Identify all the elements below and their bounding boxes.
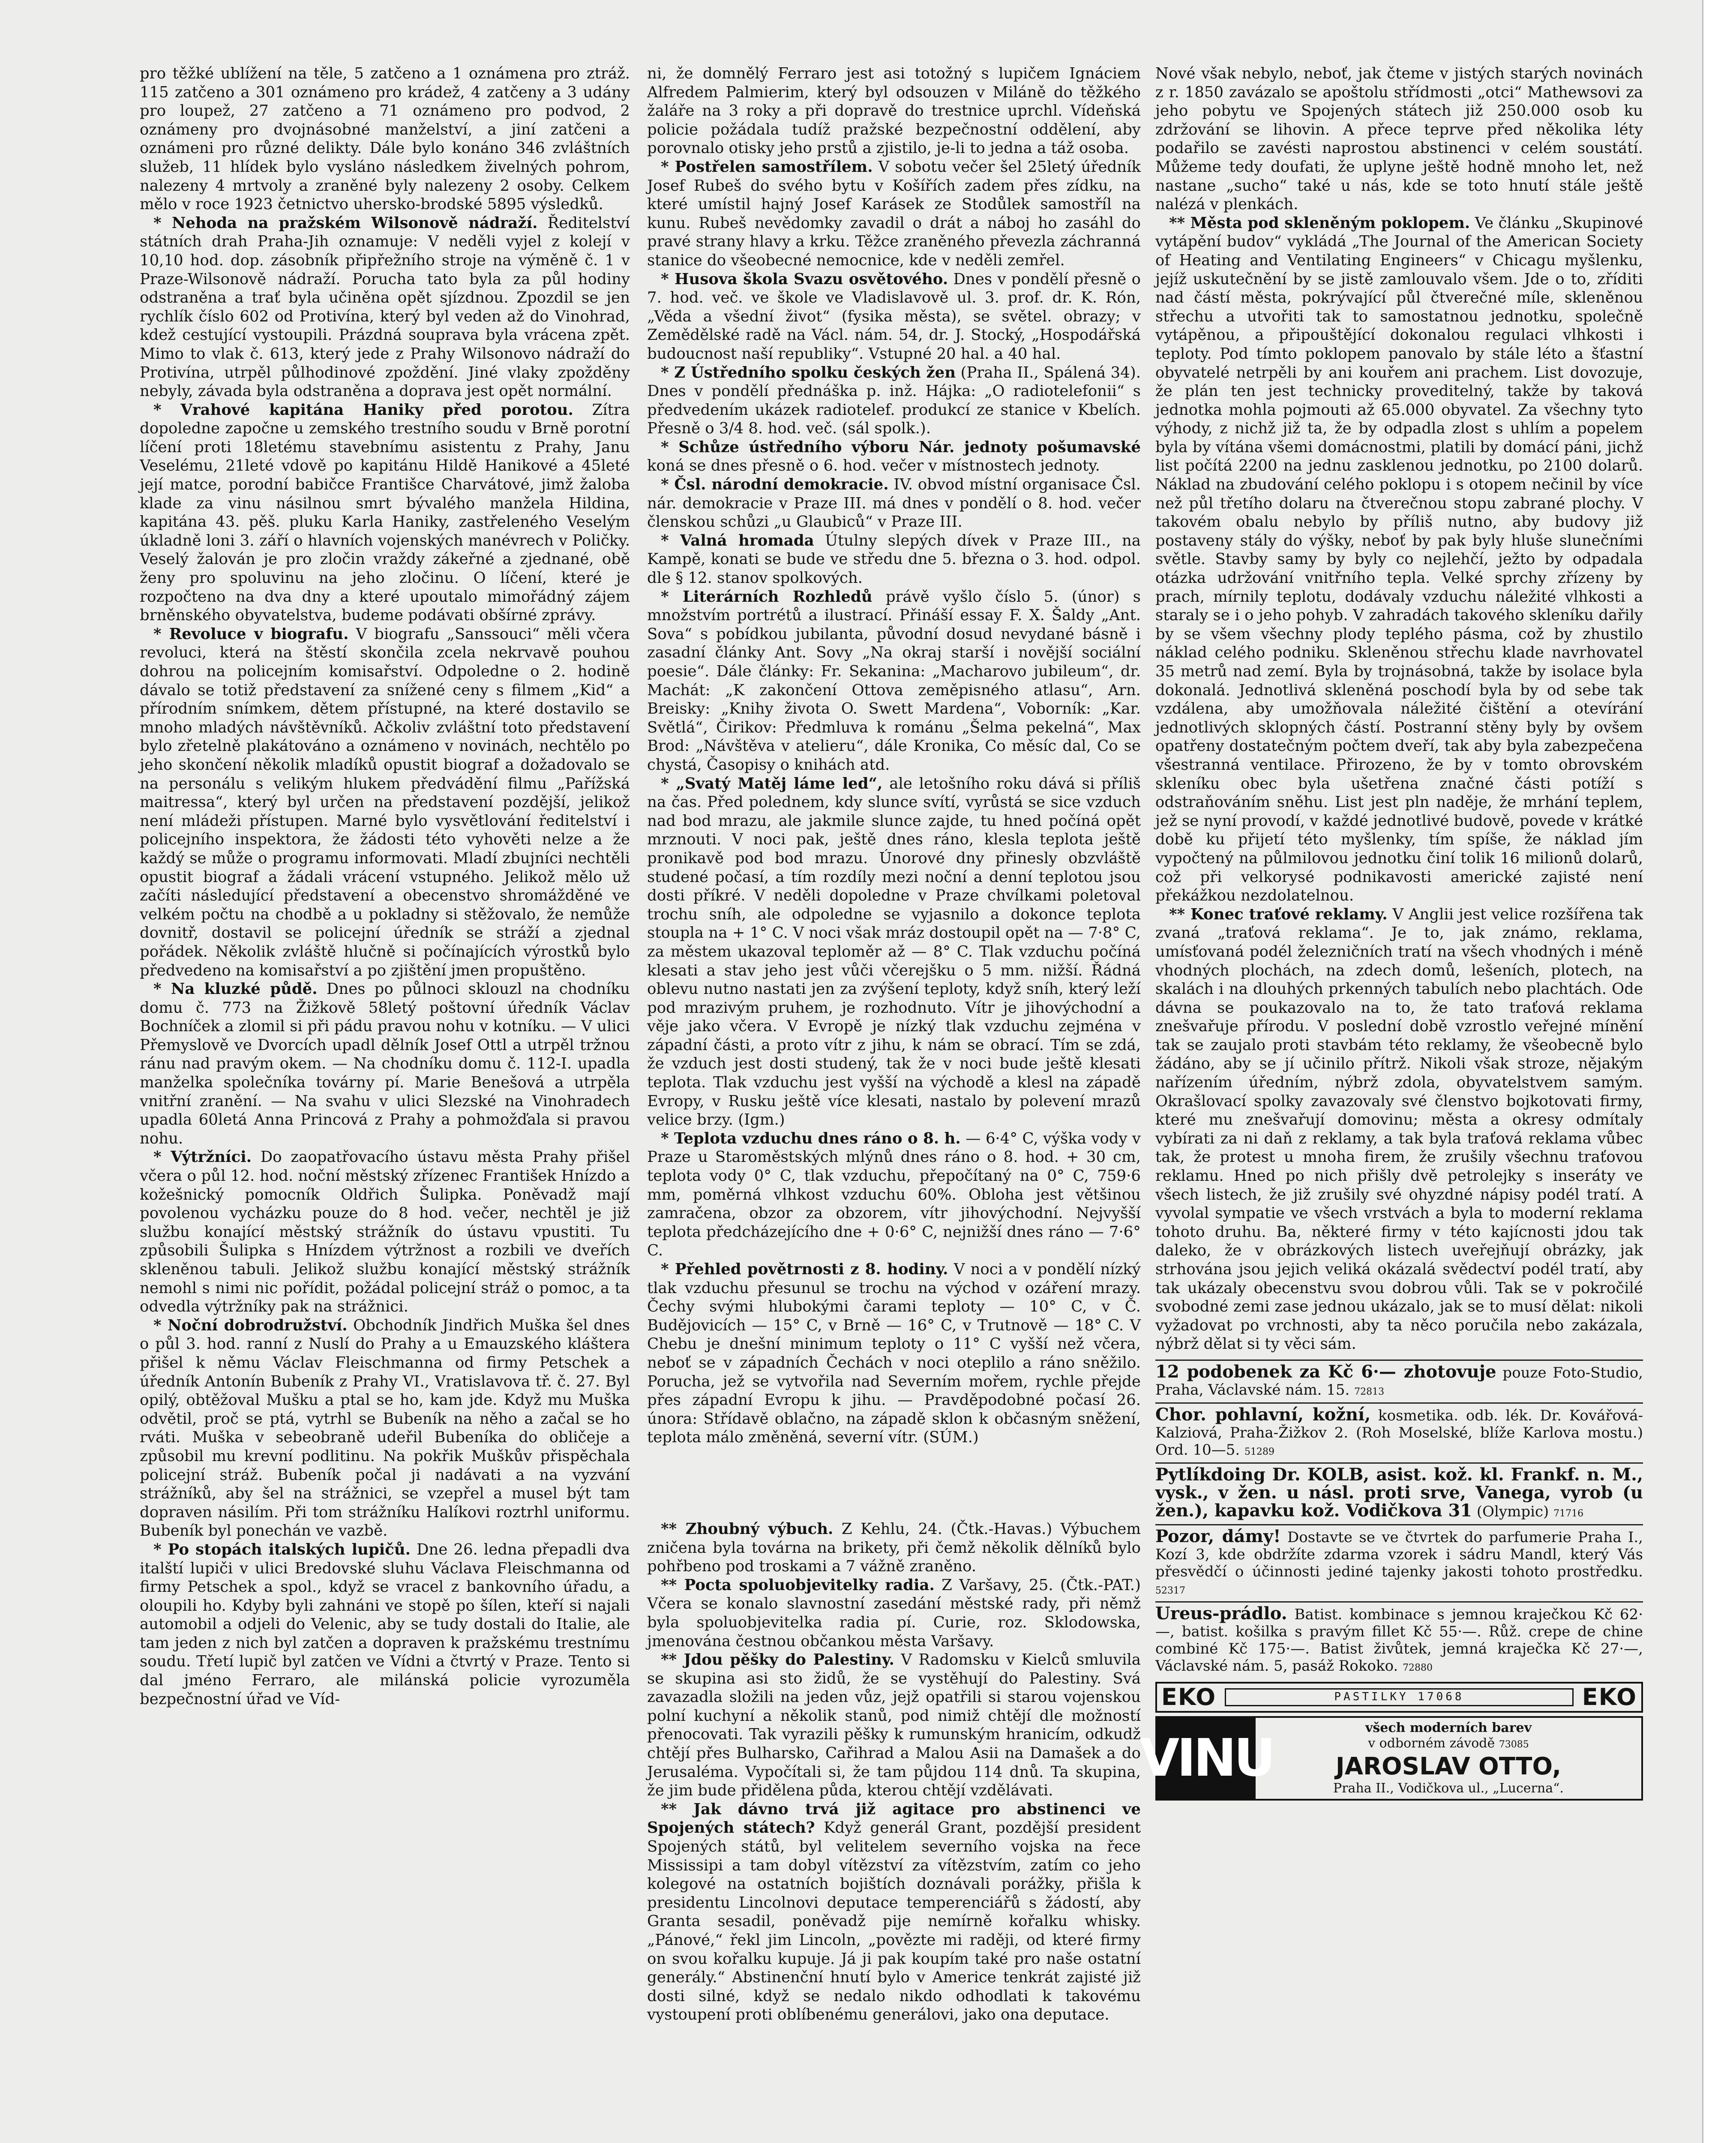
vinu-ad: [1139, 1716, 1643, 1801]
ad-headline: Ureus-prádlo.: [1155, 1603, 1287, 1624]
article-paragraph: [647, 588, 1141, 774]
article-paragraph: [647, 270, 1141, 363]
article-body: Do zaopatřovacího ústavu města Prahy přišel včera o půl 12. hod. noční městský zřízenec František Hnízdo a kožešnický pomocník Oldřich Šulipka. Poněvadž mají povolenou vycházku pouze do 8 hod. večer, nechtěl je již službu konající městský strážník do ústavu vpustiti. Tu způsobili Šulipka s Hnízdem výtržnost a rozbili ve dveřích skleněnou tabuli. Jelikož službu konající městský strážník nemohl s nimi nic pořídit, požádal policejní stráž o pomoc, a ta odvedla výtržníky pak na strážnici.: [140, 1148, 630, 1316]
vinu-text: [1256, 1718, 1641, 1799]
article-paragraph: [647, 438, 1141, 475]
article-headline: * Výtržníci.: [153, 1148, 252, 1166]
article-body: Z Varšavy, 25. (Čtk.-PAT.) Včera se konalo slavnostní zasedání městské rady, při němž byla spoluobjevitelka radia pí. Curie, roz. Sklodowska, jmenována čestnou občankou města Varšavy.: [647, 1576, 1141, 1650]
article-body: Útulny slepých dívek v Praze III., na Kampě, konati se bude ve středu dne 5. března o 3. hod. odpol. dle § 12. stanov spolkových.: [647, 531, 1141, 587]
article-body: Z Kehlu, 24. (Čtk.-Havas.) Výbuchem zničena byla továrna na brikety, při čemž několik dělníků bylo pohřbeno pod troskami a 7 vážně zraněno.: [647, 1520, 1141, 1576]
classified-ad: [1155, 1601, 1643, 1678]
article-body: Ředitelství státních drah Praha-Jih oznamuje: V neděli vyjel z kolejí v 10,10 hod. dop. zásobník připřežního stroje na výměně č. 1 v Praze-Wilsonově nádraží. Porucha tato byla za půl hodiny odstraněna a trať byla učiněna opět sjízdnou. Zpozdil se jen rychlík číslo 602 od Protivína, který byl veden až do Vinohrad, kdež cestující vystoupili. Prázdná souprava byla vrácena zpět. Mimo to vlak č. 613, který jede z Prahy Wilsonovo nádraží do Protivína, utrpěl půlhodinové zpoždění. Jiné vlaky zpožděny nebyly, závada byla odstraněna a doprava jest opět normální.: [140, 214, 630, 400]
article-body: (Praha II., Spálená 34). Dnes v pondělí přednáška p. inž. Hájka: „O radiotelefonii“ s předvedením ukázek radiotelef. produkcí ze stanice v Kbelích. Přesně o 3/4 8. hod. več. (sál spolk.).: [647, 363, 1141, 438]
article-headline: * Čsl. národní demokracie.: [661, 476, 889, 494]
article-headline: * Schůze ústředního výboru Nár. jednoty pošumavské: [661, 438, 1141, 456]
article-body: právě vyšlo číslo 5. (únor) s množstvím portrétů a ilustrací. Přináší essay F. X. Šaldy „Ant. Sova“ s pobídkou jubilanta, původní dosud nevydané básně i zasadní články Ant. Sovy „Na okraj starší i novější sociální poesie“. Dále články: Fr. Sekanina: „Macharovo jubileum“, dr. Machát: „K zakončení Ottova zeměpisného atlasu“, Arn. Breisky: „Knihy života O. Swett Mardena“, Voborník: „Kar. Světlá“, Čirikov: Předmluva k románu „Šelma pekelná“, Max Brod: „Návštěva v atelieru“, dále Kronika, Co měsíc dal, Co se chystá, Časopisy o knihách atd.: [647, 588, 1141, 774]
article-headline: ** Jdou pěšky do Palestiny.: [661, 1651, 894, 1669]
article-paragraph: [140, 1148, 630, 1316]
article-paragraph: [647, 1651, 1141, 1800]
column-gap: [647, 1447, 1141, 1520]
eko-left-logo: EKO: [1161, 1684, 1217, 1711]
vinu-address: Praha II., Vodičkova ul., „Lucerna“.: [1333, 1780, 1564, 1796]
article-body: V sobotu večer šel 25letý úředník Josef Rubeš do svého bytu v Košířích zadem přes zídku, na které umístil hajný Josef Karásek ze Stodůlek samostříl na kunu. Rubeš nevědomky zavadil o drát a náboj ho zasáhl do pravé strany hlavy a krku. Těžce zraněného převezla záchranná stanice do všeobecné nemocnice, kde v neděli zemřel.: [647, 158, 1141, 269]
article-paragraph: [647, 1800, 1141, 2024]
column-3: [1139, 64, 1643, 2143]
article-body: Obchodník Jindřich Muška šel dnes o půl 3. hod. ranní z Nuslí do Prahy a u Emauzského kláštera přišel k němu Václav Fleischmanna od firmy Petschek a úředník Antonín Bubeník z Prahy VI., Vratislavova tř. č. 27. Byl opilý, obtěžoval Mušku a ptal se ho, kam jde. Když mu Muška odvětil, proč se ptá, vytrhl se Bubeník na něho a začal se ho rváti. Muška v sebeobraně udeřil Bubeníka do obličeje a způsobil mu krevní podlitinu. Na pokřik Muškův přispěchala policejní stráž. Bubeník počal ji nadávati a na vyzvání strážníků, aby šel na strážnici, se vzepřel a musel být tam dopraven násilím. Při tom strážníku Halíkovi roztrhl uniformu. Bubeník byl ponechán ve vazbě.: [140, 1316, 630, 1540]
article-paragraph: [647, 1260, 1141, 1447]
article-paragraph: [647, 158, 1141, 270]
article-body: IV. obvod místní organisace Čsl. nár. demokracie v Praze III. má dnes v pondělí o 8. hod. večer členskou schůzi „u Glaubiců“ v Praze III.: [647, 476, 1141, 531]
article-headline: * Husova škola Svazu osvětového.: [661, 270, 948, 288]
article-body: V Anglii jest velice rozšířena tak zvaná „traťová reklama“. Je to, jak známo, reklama, umísťovaná podél železničních tratí na všech vhodných i méně vhodných plochách, na zdech domů, lešeních, plotech, na skalách i na dlouhých prkenných tabulích nebo plachtách. Ode dávna se poukazovalo na to, že tato traťová reklama znešvařuje přírodu. V poslední době vzrostlo veřejné mínění tak se zaujalo proti stavbám této reklamy, že všeobecně bylo žádáno, aby se jí učinilo přítrž. Nikoli však stroze, nějakým nařízením úředním, nýbrž zdola, obyvatelstvem samým. Okrašlovací spolky zavazovaly své členstvo bojkotovati firmy, které mu znešvařují domovinu; města a okresy odmítaly vybírati za ni daň z reklamy, a tak byla traťová reklama vůbec tak, že protest u mnoha firem, že zrušily všechnu traťovou reklamu. Hned po nich přišly dvě petrolejky s inseráty ve všech listech, že již zrušily své ohyzdné nápisy podél tratí. A vyvolal sympatie ve všech vrstvách a byla to moderní reklama tohoto druhu. Ba, některé firmy v této kajícnosti jdou tak daleko, že v obrázkových listech uveřejňují obrázky, jak strhována jsou jejich veliká okázalá svědectví podél tratí, aby tak ukázaly obecenstvu svou dobrou vůli. Tak se v pokročilé svobodné zemi zase jednou ukázalo, jak se to musí dělat: nikoli vyžadovat po vrchnosti, aby ta něco poručila nebo zakázala, nýbrž dělat si ty věci sám.: [1155, 905, 1643, 1353]
article-body: koná se dnes přesně o 6. hod. večer v místnostech jednoty.: [647, 457, 1100, 475]
article-paragraph: [140, 625, 630, 980]
article-body: Dnes v pondělí přesně o 7. hod. več. ve škole ve Vladislavově ul. 3. prof. dr. K. Rón, „Věda a všední život“ (fysika města), se světel. obrazy; v Zemědělské radě na Václ. nám. 54, dr. J. Stocký, „Hospodářská budoucnost naší republiky“. Vstupné 20 hal. a 40 hal.: [647, 270, 1141, 363]
article-headline: * Noční dobrodružství.: [153, 1316, 348, 1334]
article-paragraph: [140, 1540, 630, 1708]
article-headline: * Na kluzké půdě.: [153, 980, 318, 998]
article-headline: ** Zhoubný výbuch.: [661, 1520, 834, 1538]
classified-ad: [1155, 1360, 1643, 1402]
article-body: pro těžké ublížení na těle, 5 zatčeno a 1 oznámena pro ztráž. 115 zatčeno a 301 oznámeno pro krádež, 4 zatčeny a 3 udány pro loupež, 27 zatčeno a 71 oznámeno pro podvod, 2 oznámeny pro dvojnásobné manželství, a jiní zatčeni a oznámeni pro různé delikty. Dále bylo konáno 346 zvláštních služeb, 11 hlídek bylo vysláno následkem živelných pohrom, nalezeny 4 mrtvoly a zraněné byly nalezeny 2 osoby. Celkem mělo v roce 1923 četnictvo uhersko-brodské 5895 výsledků.: [140, 65, 630, 213]
column-3-articles: [1155, 64, 1643, 1354]
page-edge-strip: [1702, 0, 1736, 2143]
article-headline: ** Konec traťové reklamy.: [1169, 905, 1388, 923]
ad-code: 72813: [1354, 1386, 1385, 1397]
article-paragraph: [140, 1316, 630, 1540]
article-body: V biografu „Sanssouci“ měli včera revoluci, která na štěstí skončila zcela nekrvavě pouhou dohrou na policejním komisařství. Odpoledne o 2. hodině dávalo se totiž představení za snížené ceny s filmem „Kid“ a přírodním snímkem, dětem přístupné, na které dostavilo se mnoho mladých návštěvníků. Ačkoliv zvláštní toto představení bylo zřetelně plakátováno a oznámeno v novinách, nechtělo po jeho skončení několik mladíků opustit biograf a dožadovalo se na personálu s velikým hlukem předvádění filmu „Pařížská maitressa“, který byl určen na představení pozdější, jelikož není mládeži přístupen. Marné bylo vysvětlování ředitelství i policejního inspektora, že žádosti této vyhověti nelze a že každý se může o programu informovati. Mladí zbujníci nechtěli opustit biograf a žádali vrácení vstupného. Jelikož mělo už začíti následující představení a obecenstvo shromážděné ve velkém počtu na chodbě a u pokladny si stěžovalo, že nemůže dovnitř, dostavil se policejní úředník se stráží a zjednal pořádek. Několik zvláště hlučně si počínajících výrostků bylo předvedeno na komisařství a po zjištění jmen propuštěno.: [140, 625, 630, 979]
article-paragraph: [140, 64, 630, 214]
article-headline: * Teplota vzduchu dnes ráno o 8. h.: [661, 1129, 961, 1147]
ad-text: (Olympic): [1472, 1503, 1554, 1520]
ad-headline: Pytlíkdoing Dr. KOLB, asist. kož. kl. Frankf. n. M., vysk., v žen. u násl. proti srve, Vanega, vyrob (u žen.), kapavku kož. Vodičkova 31: [1155, 1464, 1643, 1521]
ad-text: Batist. kombinace s jemnou kraječkou Kč 62·—, batist. košilka s pravým fillet Kč 55·—. Růž. crepe de chine combiné Kč 175·—. Batist živůtek, jemná kraječka Kč 27·—, Václavské nám. 5, pasáž Rokoko.: [1155, 1606, 1643, 1675]
article-headline: ** Jak dávno trvá již agitace pro abstinenci ve Spojených státech?: [647, 1800, 1141, 1837]
article-paragraph: [1155, 905, 1643, 1354]
article-headline: * Revoluce v biografu.: [153, 625, 349, 643]
ad-code: 51289: [1244, 1446, 1275, 1457]
ad-text: Dostavte se ve čtvrtek do parfumerie Praha I., Kozí 3, kde obdržíte zdarma vzorek i sádru Mandl, který Vás přesvědčí o účinnosti jediné tajenky jakosti tohoto prostředku.: [1155, 1528, 1643, 1580]
ad-code: 71716: [1553, 1508, 1584, 1519]
article-body: Dnes po půlnoci sklouzl na chodníku domu č. 773 na Žižkově 58letý poštovní úředník Václav Bochníček a zlomil si při pádu pravou nohu v kotníku. — V ulici Přemyslově ve Dvorcích upadl dělník Josef Ottl a utrpěl tržnou ránu nad pravým okem. — Na chodníku domu č. 112-I. upadla manželka společníka továrny pí. Marie Benešová a utrpěla vnitřní zranění. — Na svahu v ulici Slezské na Vinohradech upadla 60letá Anna Princová z Prahy a pohmožďala si pravou nohu.: [140, 980, 630, 1147]
article-paragraph: [647, 475, 1141, 531]
article-paragraph: [647, 531, 1141, 588]
classified-ad: [1155, 1524, 1643, 1601]
ad-code: 72880: [1403, 1662, 1433, 1673]
ad-headline: 12 podobenek za Kč 6·— zhotovuje: [1155, 1361, 1496, 1382]
eko-pastilky-ad: [1155, 1682, 1643, 1713]
article-paragraph: [140, 401, 630, 625]
vinu-line2: v odborném závodě 73085: [1368, 1735, 1529, 1751]
classified-ad: [1155, 1462, 1643, 1524]
article-headline: * Postřelen samostřílem.: [661, 158, 873, 176]
vinu-company-name: JAROSLAV OTTO,: [1335, 1752, 1562, 1780]
vinu-line1: všech moderních barev: [1365, 1720, 1532, 1735]
classified-ads: [1155, 1360, 1643, 1678]
article-body: — 6·4° C, výška vody v Praze u Staroměstských mlýnů dnes ráno o 8. hod. + 30 cm, teplota vody 0° C, tlak vzduchu, přepočítaný na 0° C, 759·6 mm, poměrná vlhkost vzduchu 60%. Obloha jest většinou zamračena, obzor za obzorem, vítr jihovýchodní. Nejvyšší teplota předcházejícího dne + 0·6° C, nejnižší dnes ráno — 7·6° C.: [647, 1129, 1141, 1260]
article-body: Ve článku „Skupinové vytápění budov“ vykládá „The Journal of the American Society of Heating and Ventilating Engineers“ v Chicagu myšlenku, jejíž uskutečnění by se jistě zamlouvalo všem. Jde o to, zříditi nad částí města, pokrývající půl čtverečné míle, skleněnou střechu a utvořiti tak to samostatnou jednotku, společně vytápěnou, a připouštějící dokonalou regulaci vlhkosti i teploty. Pod tímto poklopem panovalo by stále léto a šťastní obyvatelé netrpěli by ani kouřem ani prachem. List dovozuje, že plán ten jest technicky proveditelný, takže by taková jednotka mohla pojmouti až 65.000 obyvatel. Za všechny tyto výhody, z nichž již ta, že by odpadla zlost s uhlím a popelem byla by vítána všemi domácnostmi, platili by domácí páni, jichž list počítá 2200 na jednu zasklenou jednotku, po 2100 dolarů. Náklad na zbudování celého poklopu i s otopem nečinil by více než půl třetího dolaru na čtverečnou stopu zabrané plochy. V takovém obalu nebylo by příliš nutno, aby budovy již postaveny stály do výšky, neboť by pak byly hluše slunečními světle. Stavby samy by byly co nejlehčí, ježto by odpadala otázka udržování vnitřního tepla. Velké sprchy zřízeny by prach, mírnily teplotu, dodávaly vzduchu náležité vlhkosti a staraly se i o jeho pohyb. V zahradách takového skleníku dařily by se všem všechny plody teplého pásma, což by zhustilo náklad celého podniku. Skleněnou střechu klade navrhovatel 35 metrů nad zemí. Byla by trojnásobná, takže by isolace byla dokonalá. Jednotlivá skleněná poschodí byla by od sebe tak vzdálena, aby umožňovala náležité čištění a otevírání jednotlivých sklopných částí. Postranní stěny byly by ovšem opatřeny dostatečným počtem dveří, tak aby byla zabezpečena všestranná ventilace. Přirozeno, že by v tomto obrovském skleníku obec byla ušetřena značné části potíží s odstraňováním sněhu. List jest pln naděje, že mrhání teplem, jež se nyní provodí, v každé jednotlivé budově, povede v krátké době ku přijetí této myšlenky, tím spíše, že náklad jím vypočtený na půlmilovou jednotku činí tolik 16 milionů dolarů, což při velkorysé podnikavosti americké zajisté není překážkou nezdolatelnou.: [1155, 214, 1643, 905]
article-headline: ** Pocta spoluobjevitelky radia.: [661, 1576, 935, 1594]
article-body: V Radomsku v Kielců smluvila se skupina asi sto židů, že se vystěhují do Palestiny. Svá zavazadla složili na jeden vůz, jejž opatřili si starou vojenskou polní kuchyní a několik stanů, pod nimiž chtějí dle možností přenocovati. Tak vyrazili pěšky k rumunským hranicím, odkudž chtějí přes Bulharsko, Cařihrad a Malou Asii na Damašek a do Jerusaléma. Vypočítali si, že tam půjdou 114 dnů. Ta skupina, že jim bude přidělena půda, kterou chtějí vzdělávati.: [647, 1651, 1141, 1800]
ad-text: pouze Foto-Studio, Praha, Václavské nám. 15.: [1155, 1364, 1643, 1399]
article-headline: * Vrahové kapitána Haniky před porotou.: [153, 401, 573, 419]
article-headline: * Literárních Rozhledů: [661, 588, 872, 606]
article-paragraph: [1155, 64, 1643, 214]
eko-right-logo: EKO: [1582, 1684, 1637, 1711]
article-paragraph: [140, 214, 630, 401]
article-paragraph: [647, 774, 1141, 1129]
article-headline: ** Města pod skleněným poklopem.: [1169, 214, 1470, 232]
article-body: Zítra dopoledne započne u zemského trestního soudu v Brně porotní líčení proti 18letému stavebnímu asistentu z Prahy, Janu Veselému, 21leté vdově po kapitánu Hildě Hanikové a 45leté její matce, porodní babičce Františce Charvátové, jimž žaloba klade za vinu násilnou smrt bývalého manžela Hildina, kapitána 43. pěš. pluku Karla Haniky, zastřeleného Veselým úkladně loni 3. září o hlavních vojenských manévrech v Poličky. Veselý žalován je pro zločin vraždy zákeřné a zjednané, obě ženy pro spoluvinu na jeho zločinu. O líčení, které je rozpočteno na dva dny a které upoutalo mimořádný zájem brněnského obyvatelstva, budeme podávati obšírné zprávy.: [140, 401, 630, 624]
article-headline: * „Svatý Matěj láme led“,: [661, 774, 883, 792]
article-body: ni, že domnělý Ferraro jest asi totožný s lupičem Ignáciem Alfredem Palmierim, který byl odsouzen v Miláně do těžkého žaláře na 3 roky a při dopravě do trestnice uprchl. Vídeňská policie požádala tudíž pražské bezpečnostní oddělení, aby porovnalo otisky jeho prstů a zjistilo, je-li to jedna a táž osoba.: [647, 65, 1141, 157]
ad-headline: Chor. pohlavní, kožní,: [1155, 1404, 1371, 1425]
article-headline: * Z Ústředního spolku českých žen: [661, 363, 956, 381]
article-paragraph: [140, 980, 630, 1148]
article-body: Když generál Grant, pozdější president Spojených států, byl velitelem severního vojska na řece Mississipi a tam dobyl vítězství za vítězstvím, zatím co jeho kolegové na ostatních bojištích doznávali porážky, přišla k presidentu Lincolnovi deputace temperenciářů s žádostí, aby Granta sesadil, poněvadž pije nemírně kořalku whisky. „Pánové,“ řekl jim Lincoln, „povězte mi raději, od které firmy on svou kořalku kupuje. Já ji pak koupím také pro naše ostatní generály.“ Abstinenční hnutí bylo v Americe tenkrát zajisté již dosti silné, když se nedalo nikdo odhodlati k takovému vystoupení proti oblíbenému generálovi, jako ona deputace.: [647, 1819, 1141, 2024]
article-paragraph: [647, 1576, 1141, 1651]
article-body: ale letošního roku dává si příliš na čas. Před polednem, kdy slunce svítí, vyrůstá se sice vzduch nad bod mrazu, ale jakmile slunce zajde, tu hned počíná opět mrznouti. V noci pak, ještě dnes ráno, klesla teplota ještě pronikavě pod bod mrazu. Únorové dny přinesly obzvláště studené počasí, a tím rozdíly mezi noční a denní teplotou jsou dosti příkré. V neděli dopoledne v Praze chvílkami poletoval trochu sníh, ale odpoledne se vyjasnilo a dokonce teplota stoupla na + 1° C. V noci však mráz dostoupil opět na — 7·8° C, za městem ukazoval teploměr až — 8° C. Tlak vzduchu počíná klesati a stav jeho jest vůči včerejšku o 5 mm. nižší. Řádná oblevu nutno nastati jen za zvýšení teploty, když sníh, který leží pod mrazivým pruhem, je rozhodnuto. Vítr je jihovýchodní a věje jako včera. V Evropě je nízký tlak vzduchu zejména v západní části, a proto vítr z jihu, k nám se obrací. Tím se zdá, že vzduch jest dosti studený, tak že v noci bude ještě klesati teplota. Tlak vzduchu jest vyšší na východě a klesl na západě Evropy, v Rusku ještě více klesati, nastalo by polevení mrazů velice brzy. (Igm.): [647, 774, 1141, 1129]
article-headline: * Nehoda na pražském Wilsonově nádraží.: [153, 214, 538, 232]
eko-pastilky-label: PASTILKY 17068: [1225, 1688, 1574, 1706]
article-paragraph: [647, 363, 1141, 438]
ad-code: 52317: [1155, 1585, 1185, 1596]
classified-ad: [1155, 1402, 1643, 1462]
ad-text: kosmetika. odb. lék. Dr. Kovářová-Kalziová, Praha-Žižkov 2. (Roh Moselské, blíže Karlova mostu.) Ord. 10—5.: [1155, 1407, 1643, 1459]
article-body: V noci a v pondělí nízký tlak vzduchu přesunul se trochu na východ v ozáření mrazy. Čechy svými hlubokými čarami teploty — 10° C, v Č. Budějovicích — 15° C, v Brně — 16° C, v Trutnově — 18° C. V Chebu je dnešní minimum teploty o 11° C vyšší než včera, neboť se v západních Čechách v noci oteplilo a ráno sněžilo. Porucha, jež se vytvořila nad Severním mořem, rychle přejde přes západní Evropu k jihu. — Pravděpodobné počasí 26. února: Střídavě oblačno, na západě sklon k občasným sněžení, teplota málo změněná, severní vítr. (SÚM.): [647, 1261, 1141, 1447]
article-headline: * Přehled povětrnosti z 8. hodiny.: [661, 1261, 948, 1278]
article-paragraph: [647, 1129, 1141, 1260]
article-paragraph: [1155, 214, 1643, 905]
article-headline: * Valná hromada: [661, 531, 814, 549]
column-1: [140, 64, 630, 2143]
article-body: Dne 26. ledna přepadli dva italští lupiči v ulici Bredovské sluhu Václava Fleischmanna od firmy Petschek a spol., když se vracel z bankovního úřadu, a oloupili ho. Kdyby byli zahnáni ve stopě po šílen, kteří si najali automobil a odjeli do Velenic, aby se tudy dostali do Italie, ale tam jeden z nich byl zatčen a dopraven k pražskému trestnímu soudu. Třetí lupič byl zatčen ve Vídni a čtvrtý v Praze. Tento si dal jméno Ferraro, ale milánská policie vyrozuměla bezpečnostní úřad ve Víd-: [140, 1540, 630, 1708]
ad-headline: Pozor, dámy!: [1155, 1526, 1281, 1546]
article-headline: * Po stopách italských lupičů.: [153, 1540, 411, 1558]
article-paragraph: [647, 64, 1141, 158]
vinu-logo: VINU: [1157, 1718, 1256, 1799]
article-body: Nové však nebylo, neboť, jak čteme v jistých starých novinách z r. 1850 zavázalo se apoštolu střídmosti „otci“ Mathewsovi za jeho pobytu ve Spojených státech již 250.000 osob ku zdržování se lihovin. A přece teprve před několika léty podařilo se zavésti naprostou abstinenci v celém soustátí. Můžeme tedy doufati, že uplyne ještě hodně mnoho let, než nastane „sucho“ také u nás, kde se toto hnutí stále ještě nalézá v plenkách.: [1155, 65, 1643, 213]
column-2: [647, 64, 1141, 2143]
article-paragraph: [647, 1520, 1141, 1576]
